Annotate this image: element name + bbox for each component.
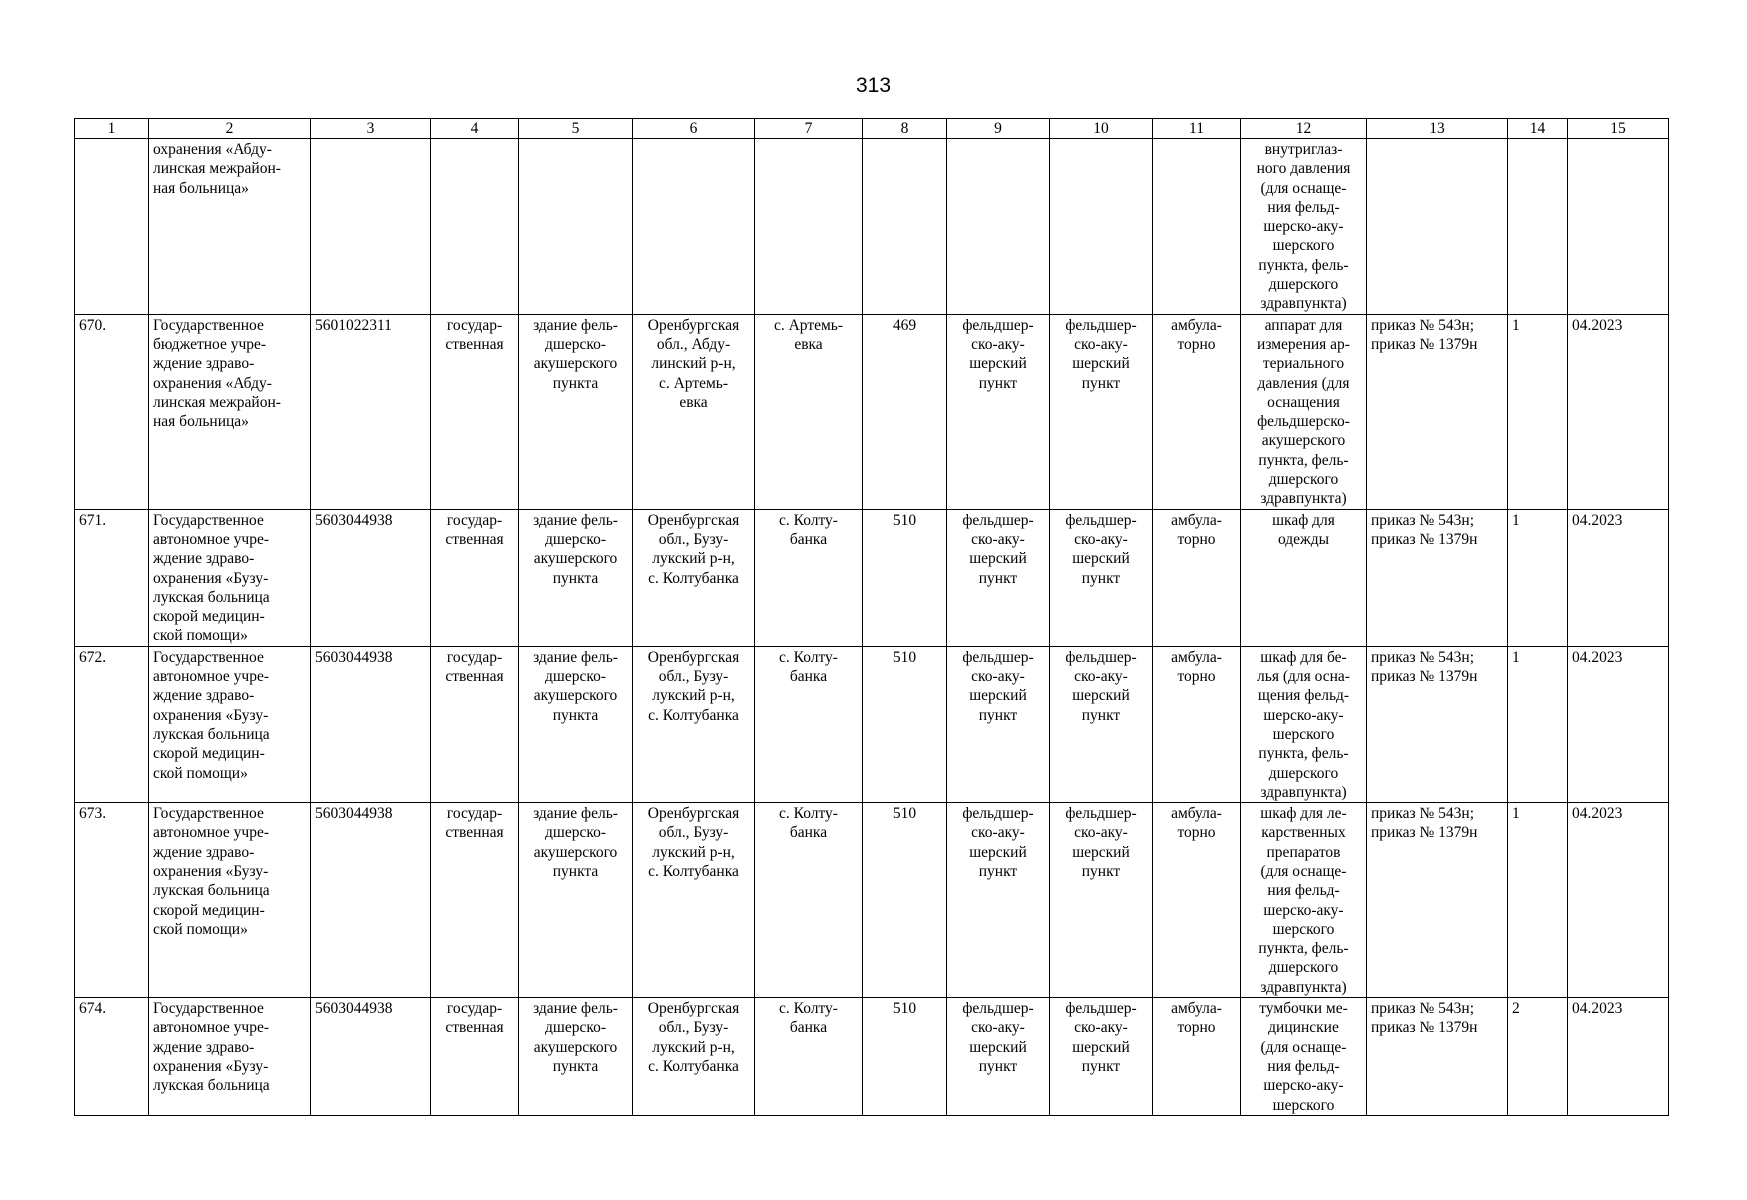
page-number: 313 [855, 74, 892, 97]
unit-type-cell: фельдшер- ско-аку- шерский пункт [947, 314, 1050, 509]
organization-cell: Государственное автономное учре- ждение здраво- охранения «Бузу- лукская больница скорой медицин- ской помощи» [149, 803, 311, 998]
unit-type-cell: фельдшер- ско-аку- шерский пункт [947, 646, 1050, 802]
column-header-4: 4 [431, 119, 519, 139]
unit-type-cell: фельдшер- ско-аку- шерский пункт [947, 998, 1050, 1116]
building-cell [519, 139, 633, 315]
row-number-cell: 674. [75, 998, 149, 1116]
settlement-cell: с. Колту- банка [755, 509, 863, 646]
inn-cell [311, 139, 431, 315]
unit-profile-cell: фельдшер- ско-аку- шерский пункт [1050, 509, 1153, 646]
care-condition-cell: амбула- торно [1153, 646, 1241, 802]
order-cell: приказ № 543н; приказ № 1379н [1367, 803, 1508, 998]
ownership-cell: государ- ственная [431, 509, 519, 646]
building-cell: здание фель- дшерско- акушерского пункта [519, 998, 633, 1116]
column-header-9: 9 [947, 119, 1050, 139]
address-cell: Оренбургская обл., Бузу- лукский р-н, с. Колтубанка [633, 998, 755, 1116]
inn-cell: 5603044938 [311, 998, 431, 1116]
date-cell: 04.2023 [1568, 314, 1669, 509]
building-cell: здание фель- дшерско- акушерского пункта [519, 314, 633, 509]
ownership-cell: государ- ственная [431, 314, 519, 509]
column-header-6: 6 [633, 119, 755, 139]
equipment-cell: аппарат для измерения ар- териального давления (для оснащения фельдшерско- акушерского пункта, фель- дшерского здравпункта) [1241, 314, 1367, 509]
ownership-cell: государ- ственная [431, 803, 519, 998]
column-header-13: 13 [1367, 119, 1508, 139]
quantity-cell: 1 [1508, 314, 1568, 509]
settlement-cell: с. Колту- банка [755, 803, 863, 998]
order-cell [1367, 139, 1508, 315]
row-number-cell: 673. [75, 803, 149, 998]
registry-table [74, 118, 1669, 1116]
date-cell: 04.2023 [1568, 509, 1669, 646]
settlement-cell: с. Колту- банка [755, 998, 863, 1116]
inn-cell: 5601022311 [311, 314, 431, 509]
unit-profile-cell: фельдшер- ско-аку- шерский пункт [1050, 803, 1153, 998]
order-cell: приказ № 543н; приказ № 1379н [1367, 998, 1508, 1116]
address-cell [633, 139, 755, 315]
quantity-cell: 1 [1508, 646, 1568, 802]
organization-cell: охранения «Абду- линская межрайон- ная больница» [149, 139, 311, 315]
column-header-10: 10 [1050, 119, 1153, 139]
care-condition-cell [1153, 139, 1241, 315]
building-cell: здание фель- дшерско- акушерского пункта [519, 509, 633, 646]
population-cell: 510 [863, 998, 947, 1116]
settlement-cell [755, 139, 863, 315]
quantity-cell: 1 [1508, 803, 1568, 998]
column-header-15: 15 [1568, 119, 1669, 139]
column-header-5: 5 [519, 119, 633, 139]
table-row [75, 646, 1669, 802]
inn-cell: 5603044938 [311, 646, 431, 802]
population-cell: 510 [863, 509, 947, 646]
ownership-cell [431, 139, 519, 315]
equipment-cell: тумбочки ме- дицинские (для оснаще- ния фельд- шерско-аку- шерского [1241, 998, 1367, 1116]
column-header-14: 14 [1508, 119, 1568, 139]
row-number-cell: 672. [75, 646, 149, 802]
population-cell: 510 [863, 803, 947, 998]
address-cell: Оренбургская обл., Бузу- лукский р-н, с. Колтубанка [633, 646, 755, 802]
equipment-cell: шкаф для бе- лья (для осна- щения фельд- шерско-аку- шерского пункта, фель- дшерского здравпункта) [1241, 646, 1367, 802]
building-cell: здание фель- дшерско- акушерского пункта [519, 803, 633, 998]
table-row [75, 998, 1669, 1116]
column-header-8: 8 [863, 119, 947, 139]
organization-cell: Государственное автономное учре- ждение здраво- охранения «Бузу- лукская больница скорой медицин- ской помощи» [149, 646, 311, 802]
column-header-11: 11 [1153, 119, 1241, 139]
address-cell: Оренбургская обл., Бузу- лукский р-н, с. Колтубанка [633, 803, 755, 998]
organization-cell: Государственное бюджетное учре- ждение здраво- охранения «Абду- линская межрайон- ная больница» [149, 314, 311, 509]
column-header-7: 7 [755, 119, 863, 139]
population-cell: 510 [863, 646, 947, 802]
column-header-1: 1 [75, 119, 149, 139]
inn-cell: 5603044938 [311, 509, 431, 646]
unit-profile-cell: фельдшер- ско-аку- шерский пункт [1050, 998, 1153, 1116]
care-condition-cell: амбула- торно [1153, 509, 1241, 646]
row-number-cell [75, 139, 149, 315]
quantity-cell [1508, 139, 1568, 315]
table-row [75, 803, 1669, 998]
quantity-cell: 2 [1508, 998, 1568, 1116]
order-cell: приказ № 543н; приказ № 1379н [1367, 509, 1508, 646]
date-cell [1568, 139, 1669, 315]
header-row [75, 119, 1669, 139]
care-condition-cell: амбула- торно [1153, 998, 1241, 1116]
column-header-3: 3 [311, 119, 431, 139]
equipment-cell: шкаф для ле- карственных препаратов (для оснаще- ния фельд- шерско-аку- шерского пункта, фель- дшерского здравпункта) [1241, 803, 1367, 998]
address-cell: Оренбургская обл., Абду- линский р-н, с. Артемь- евка [633, 314, 755, 509]
order-cell: приказ № 543н; приказ № 1379н [1367, 646, 1508, 802]
unit-profile-cell: фельдшер- ско-аку- шерский пункт [1050, 314, 1153, 509]
inn-cell: 5603044938 [311, 803, 431, 998]
equipment-cell: шкаф для одежды [1241, 509, 1367, 646]
quantity-cell: 1 [1508, 509, 1568, 646]
table-body [75, 139, 1669, 1116]
organization-cell: Государственное автономное учре- ждение здраво- охранения «Бузу- лукская больница скорой медицин- ской помощи» [149, 509, 311, 646]
order-cell: приказ № 543н; приказ № 1379н [1367, 314, 1508, 509]
settlement-cell: с. Артемь- евка [755, 314, 863, 509]
equipment-cell: внутриглаз- ного давления (для оснаще- ния фельд- шерско-аку- шерского пункта, фель- дшерского здравпункта) [1241, 139, 1367, 315]
table-row [75, 509, 1669, 646]
building-cell: здание фель- дшерско- акушерского пункта [519, 646, 633, 802]
care-condition-cell: амбула- торно [1153, 803, 1241, 998]
row-number-cell: 671. [75, 509, 149, 646]
table-row [75, 139, 1669, 315]
settlement-cell: с. Колту- банка [755, 646, 863, 802]
unit-type-cell: фельдшер- ско-аку- шерский пункт [947, 509, 1050, 646]
table-row [75, 314, 1669, 509]
ownership-cell: государ- ственная [431, 646, 519, 802]
column-header-12: 12 [1241, 119, 1367, 139]
unit-type-cell [947, 139, 1050, 315]
population-cell: 469 [863, 314, 947, 509]
unit-profile-cell [1050, 139, 1153, 315]
table-header [75, 119, 1669, 139]
unit-profile-cell: фельдшер- ско-аку- шерский пункт [1050, 646, 1153, 802]
date-cell: 04.2023 [1568, 646, 1669, 802]
care-condition-cell: амбула- торно [1153, 314, 1241, 509]
ownership-cell: государ- ственная [431, 998, 519, 1116]
column-header-2: 2 [149, 119, 311, 139]
organization-cell: Государственное автономное учре- ждение здраво- охранения «Бузу- лукская больница [149, 998, 311, 1116]
unit-type-cell: фельдшер- ско-аку- шерский пункт [947, 803, 1050, 998]
address-cell: Оренбургская обл., Бузу- лукский р-н, с. Колтубанка [633, 509, 755, 646]
date-cell: 04.2023 [1568, 803, 1669, 998]
row-number-cell: 670. [75, 314, 149, 509]
population-cell [863, 139, 947, 315]
date-cell: 04.2023 [1568, 998, 1669, 1116]
